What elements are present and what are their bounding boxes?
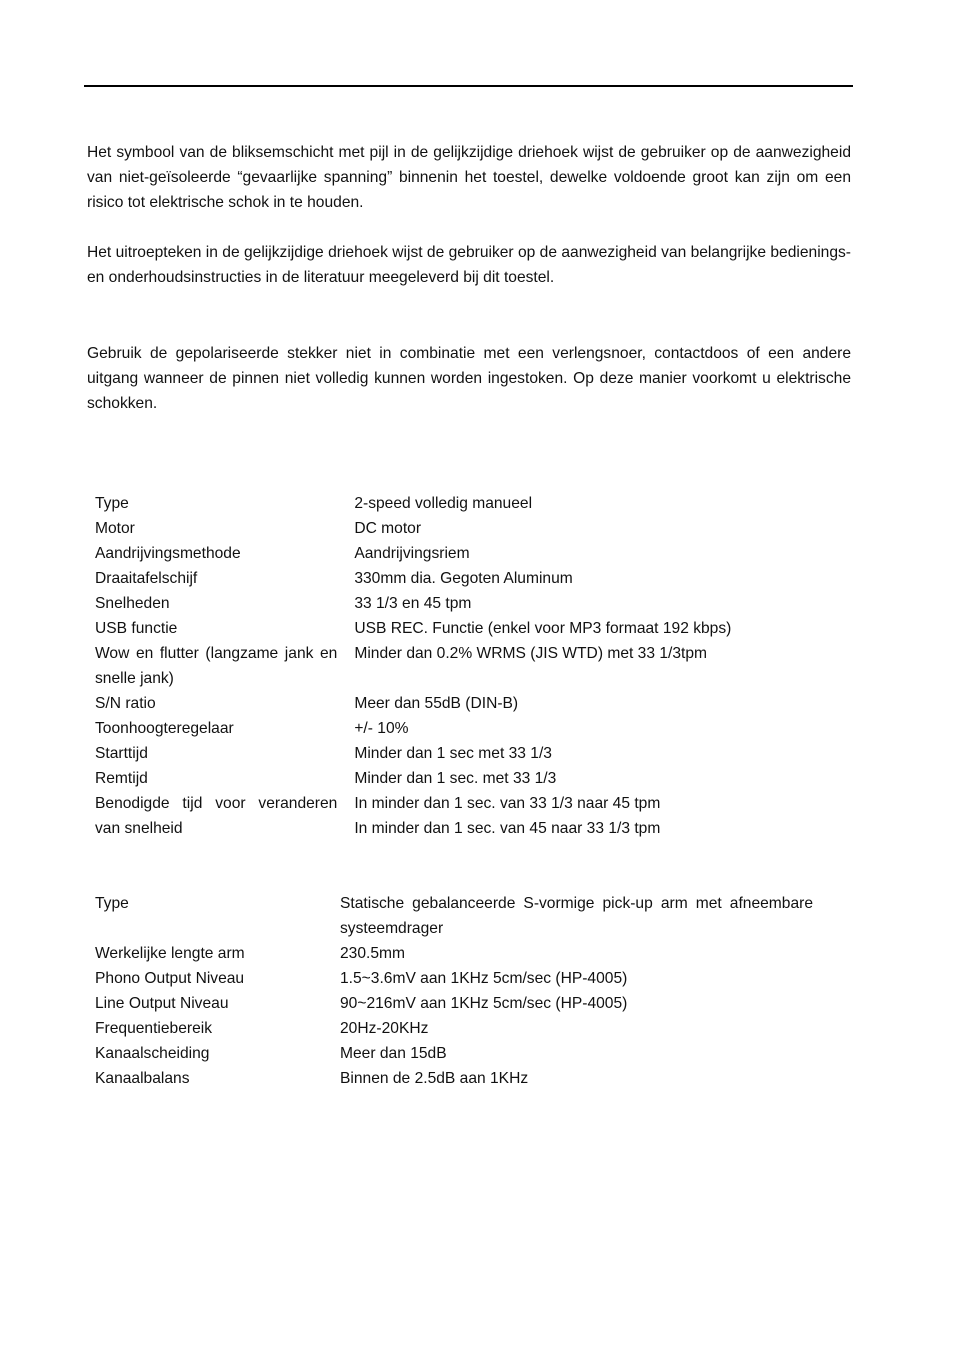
spec-row xyxy=(95,1016,855,1041)
spec-label: Type xyxy=(95,495,129,512)
spec-row xyxy=(95,766,855,791)
spec-value-group xyxy=(354,791,855,841)
spec-label: Draaitafelschijf xyxy=(95,570,198,587)
spec-row xyxy=(95,791,855,841)
spec-value: DC motor xyxy=(354,520,422,537)
spec-value: Meer dan 55dB (DIN-B) xyxy=(354,695,519,712)
spec-label: Motor xyxy=(95,520,135,537)
spec-label: Toonhoogteregelaar xyxy=(95,720,234,737)
spec-row xyxy=(95,941,855,966)
turntable-spec-table xyxy=(95,491,855,841)
warning-paragraph-exclamation: Het uitroepteken in de gelijkzijdige driehoek wijst de gebruiker op de aanwezigheid van belangrijke bedienings- en onderhoudsinstructies in de literatuur meegeleverd bij dit toestel. xyxy=(87,244,851,286)
spec-row xyxy=(95,966,855,991)
spec-value: 1.5~3.6mV aan 1KHz 5cm/sec (HP-4005) xyxy=(340,970,628,987)
spec-row xyxy=(95,716,855,741)
spec-row xyxy=(95,541,855,566)
spec-label: Snelheden xyxy=(95,595,170,612)
spec-value: Minder dan 1 sec met 33 1/3 xyxy=(354,745,552,762)
spec-row xyxy=(95,1041,855,1066)
spec-label: Frequentiebereik xyxy=(95,1020,213,1037)
spec-value: 20Hz-20KHz xyxy=(340,1020,429,1037)
spec-value: USB REC. Functie (enkel voor MP3 formaat 192 kbps) xyxy=(354,620,732,637)
spec-label: Remtijd xyxy=(95,770,148,787)
spec-value: In minder dan 1 sec. van 33 1/3 naar 45 tpm xyxy=(354,795,661,812)
spec-label: Type xyxy=(95,895,129,912)
spec-value: Binnen de 2.5dB aan 1KHz xyxy=(340,1070,529,1087)
spec-row xyxy=(95,616,855,641)
tonearm-spec-table xyxy=(95,891,855,1091)
header-rule xyxy=(84,85,853,87)
spec-row xyxy=(95,741,855,766)
spec-row xyxy=(95,991,855,1016)
spec-row xyxy=(95,516,855,541)
spec-label: Phono Output Niveau xyxy=(95,970,245,987)
spec-value: Meer dan 15dB xyxy=(340,1045,447,1062)
spec-label: Kanaalbalans xyxy=(95,1070,190,1087)
spec-value: Aandrijvingsriem xyxy=(354,545,470,562)
spec-row xyxy=(95,591,855,616)
spec-row xyxy=(95,691,855,716)
warning-paragraph-lightning: Het symbool van de bliksemschicht met pijl in de gelijkzijdige driehoek wijst de gebruiker op de aanwezigheid van niet-geïsoleerde “gevaarlijke spanning” binnenin het toestel, dewelke voldoende groot kan zijn om een risico tot elektrische schok in te houden. xyxy=(87,144,851,211)
spec-label: Benodigde tijd voor veranderen van snelheid xyxy=(95,795,338,837)
spec-label: Kanaalscheiding xyxy=(95,1045,210,1062)
spec-value: +/- 10% xyxy=(354,720,409,737)
warning-paragraph-plug: Gebruik de gepolariseerde stekker niet in combinatie met een verlengsnoer, contactdoos of een andere uitgang wanneer de pinnen niet volledig kunnen worden ingestoken. Op deze manier voorkomt u elektrische schokken. xyxy=(87,345,851,412)
spec-value: 230.5mm xyxy=(340,945,406,962)
spec-label: S/N ratio xyxy=(95,695,156,712)
spec-row xyxy=(95,566,855,591)
spec-row xyxy=(95,641,855,691)
spec-label: Aandrijvingsmethode xyxy=(95,545,241,562)
spec-label: USB functie xyxy=(95,620,178,637)
spec-label: Starttijd xyxy=(95,745,148,762)
spec-value: 90~216mV aan 1KHz 5cm/sec (HP-4005) xyxy=(340,995,628,1012)
spec-value: Statische gebalanceerde S-vormige pick-up arm met afneembare systeemdrager xyxy=(340,895,813,937)
spec-label: Wow en flutter (langzame jank en snelle jank) xyxy=(95,645,338,687)
spec-value: 33 1/3 en 45 tpm xyxy=(354,595,472,612)
spec-label: Line Output Niveau xyxy=(95,995,229,1012)
spec-value: 330mm dia. Gegoten Aluminum xyxy=(354,570,573,587)
spec-row xyxy=(95,891,855,941)
spec-row xyxy=(95,1066,855,1091)
spec-value: Minder dan 0.2% WRMS (JIS WTD) met 33 1/3tpm xyxy=(354,645,708,662)
spec-row xyxy=(95,491,855,516)
spec-label: Werkelijke lengte arm xyxy=(95,945,245,962)
spec-value: In minder dan 1 sec. van 45 naar 33 1/3 tpm xyxy=(354,820,661,837)
spec-value: Minder dan 1 sec. met 33 1/3 xyxy=(354,770,557,787)
spec-value: 2-speed volledig manueel xyxy=(354,495,533,512)
